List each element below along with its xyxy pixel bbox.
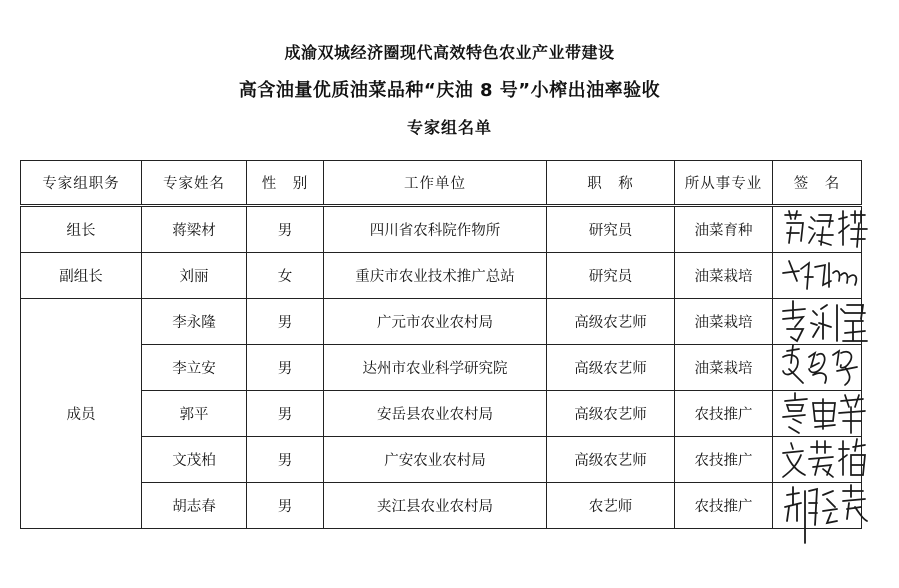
gender-cell: 女 <box>247 253 324 299</box>
handwritten-signature <box>779 205 869 253</box>
title-cell: 高级农艺师 <box>547 299 675 345</box>
unit-cell: 广安农业农村局 <box>324 437 547 483</box>
signature-cell <box>773 299 862 345</box>
unit-cell: 四川省农科院作物所 <box>324 206 547 253</box>
gender-cell: 男 <box>247 483 324 529</box>
unit-cell: 安岳县农业农村局 <box>324 391 547 437</box>
role-cell: 副组长 <box>21 253 142 299</box>
name-cell: 郭平 <box>142 391 247 437</box>
gender-cell: 男 <box>247 437 324 483</box>
signature-cell <box>773 253 862 299</box>
table-row <box>21 206 862 253</box>
expert-roster-table <box>20 160 862 529</box>
signature-cell <box>773 483 862 529</box>
signature-cell <box>773 345 862 391</box>
gender-cell: 男 <box>247 391 324 437</box>
title-cell: 农艺师 <box>547 483 675 529</box>
column-header-gender: 性 别 <box>247 161 324 206</box>
table-row <box>21 299 862 345</box>
handwritten-signature <box>779 297 869 345</box>
signature-cell <box>773 391 862 437</box>
gender-cell: 男 <box>247 206 324 253</box>
name-cell: 胡志春 <box>142 483 247 529</box>
gender-cell: 男 <box>247 345 324 391</box>
field-cell: 油菜育种 <box>675 206 773 253</box>
document-title-line2: 高含油量优质油菜品种“庆油 8 号”小榨出油率验收 <box>238 80 661 101</box>
name-cell: 李立安 <box>142 345 247 391</box>
column-header-title: 职 称 <box>547 161 675 206</box>
column-header-unit: 工作单位 <box>324 161 547 206</box>
column-header-role: 专家组职务 <box>21 161 142 206</box>
field-cell: 油菜栽培 <box>675 345 773 391</box>
title-cell: 高级农艺师 <box>547 391 675 437</box>
field-cell: 农技推广 <box>675 437 773 483</box>
field-cell: 农技推广 <box>675 483 773 529</box>
unit-cell: 广元市农业农村局 <box>324 299 547 345</box>
name-cell: 文茂柏 <box>142 437 247 483</box>
title-cell: 高级农艺师 <box>547 345 675 391</box>
handwritten-signature <box>779 435 869 483</box>
table-row <box>21 253 862 299</box>
role-cell: 成员 <box>21 299 142 529</box>
handwritten-signature <box>779 343 869 391</box>
role-cell: 组长 <box>21 206 142 253</box>
signature-cell <box>773 437 862 483</box>
name-cell: 刘丽 <box>142 253 247 299</box>
table-row <box>21 437 862 483</box>
gender-cell: 男 <box>247 299 324 345</box>
field-cell: 油菜栽培 <box>675 253 773 299</box>
document-title-line3: 专家组名单 <box>406 118 492 137</box>
table-row <box>21 345 862 391</box>
column-header-name: 专家姓名 <box>142 161 247 206</box>
name-cell: 蒋梁材 <box>142 206 247 253</box>
unit-cell: 重庆市农业技术推广总站 <box>324 253 547 299</box>
column-header-signature: 签 名 <box>773 161 862 206</box>
table-header-row <box>21 161 862 206</box>
handwritten-signature <box>779 251 869 299</box>
title-cell: 高级农艺师 <box>547 437 675 483</box>
signature-cell <box>773 206 862 253</box>
unit-cell: 达州市农业科学研究院 <box>324 345 547 391</box>
unit-cell: 夹江县农业农村局 <box>324 483 547 529</box>
name-cell: 李永隆 <box>142 299 247 345</box>
field-cell: 油菜栽培 <box>675 299 773 345</box>
column-header-field: 所从事专业 <box>675 161 773 206</box>
handwritten-signature <box>779 389 869 437</box>
table-row <box>21 483 862 529</box>
title-cell: 研究员 <box>547 206 675 253</box>
handwritten-signature <box>779 481 869 549</box>
document-title-line1: 成渝双城经济圈现代高效特色农业产业带建设 <box>284 43 615 62</box>
field-cell: 农技推广 <box>675 391 773 437</box>
title-cell: 研究员 <box>547 253 675 299</box>
table-row <box>21 391 862 437</box>
